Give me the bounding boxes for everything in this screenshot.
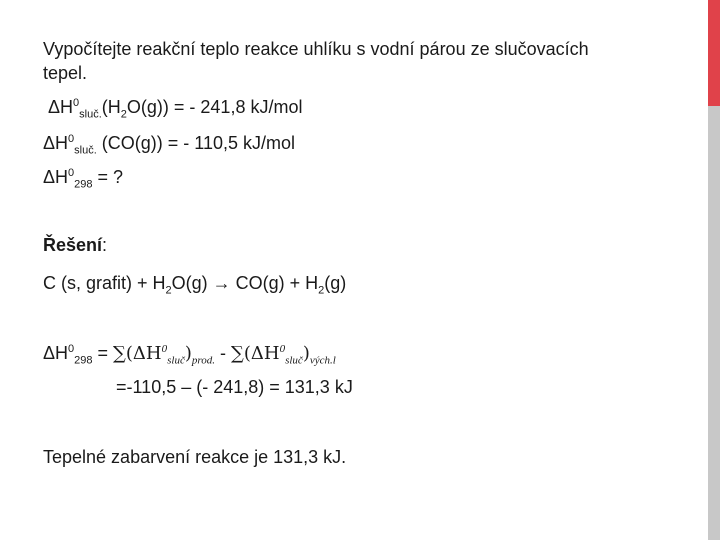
calculation-line: =-110,5 – (- 241,8) = 131,3 kJ bbox=[116, 377, 353, 397]
sum-products: $\sum(\Delta H^0_{sluč})_{prod.}$ bbox=[113, 343, 215, 367]
reaction-equation: C (s, grafit) + $H_2O(g) \to CO(g) + H_2(g)$ bbox=[43, 273, 347, 297]
given-co: $\Delta H^0_{sluč.}$ (CO(g)) = - 110,5 kJ/mol bbox=[43, 133, 295, 157]
enthalpy-formula: $\Delta H^0_{298} = \sum(\Delta H^0_{sluč})_{prod.} - \sum(\Delta H^0_{sluč})_{vých.l}$ bbox=[43, 343, 336, 367]
conclusion: Tepelné zabarvení reakce je 131,3 kJ. bbox=[43, 447, 347, 467]
given-unknown: $\Delta H^0_{298}$ = ? bbox=[43, 167, 124, 191]
solution-heading: Řešení: bbox=[43, 235, 108, 255]
task-line-2: tepel. bbox=[43, 63, 88, 83]
accent-bar-red bbox=[708, 0, 720, 106]
given-h2o: $\Delta H^0_{sluč.}(H_2O(g))$ = - 241,8 kJ/mol bbox=[48, 97, 303, 121]
task-line-1: Vypočítejte reakční teplo reakce uhlíku s vodní párou ze slučovacích bbox=[43, 39, 589, 59]
sum-reactants: $\sum(\Delta H^0_{sluč})_{vých.l}$ bbox=[231, 343, 336, 367]
